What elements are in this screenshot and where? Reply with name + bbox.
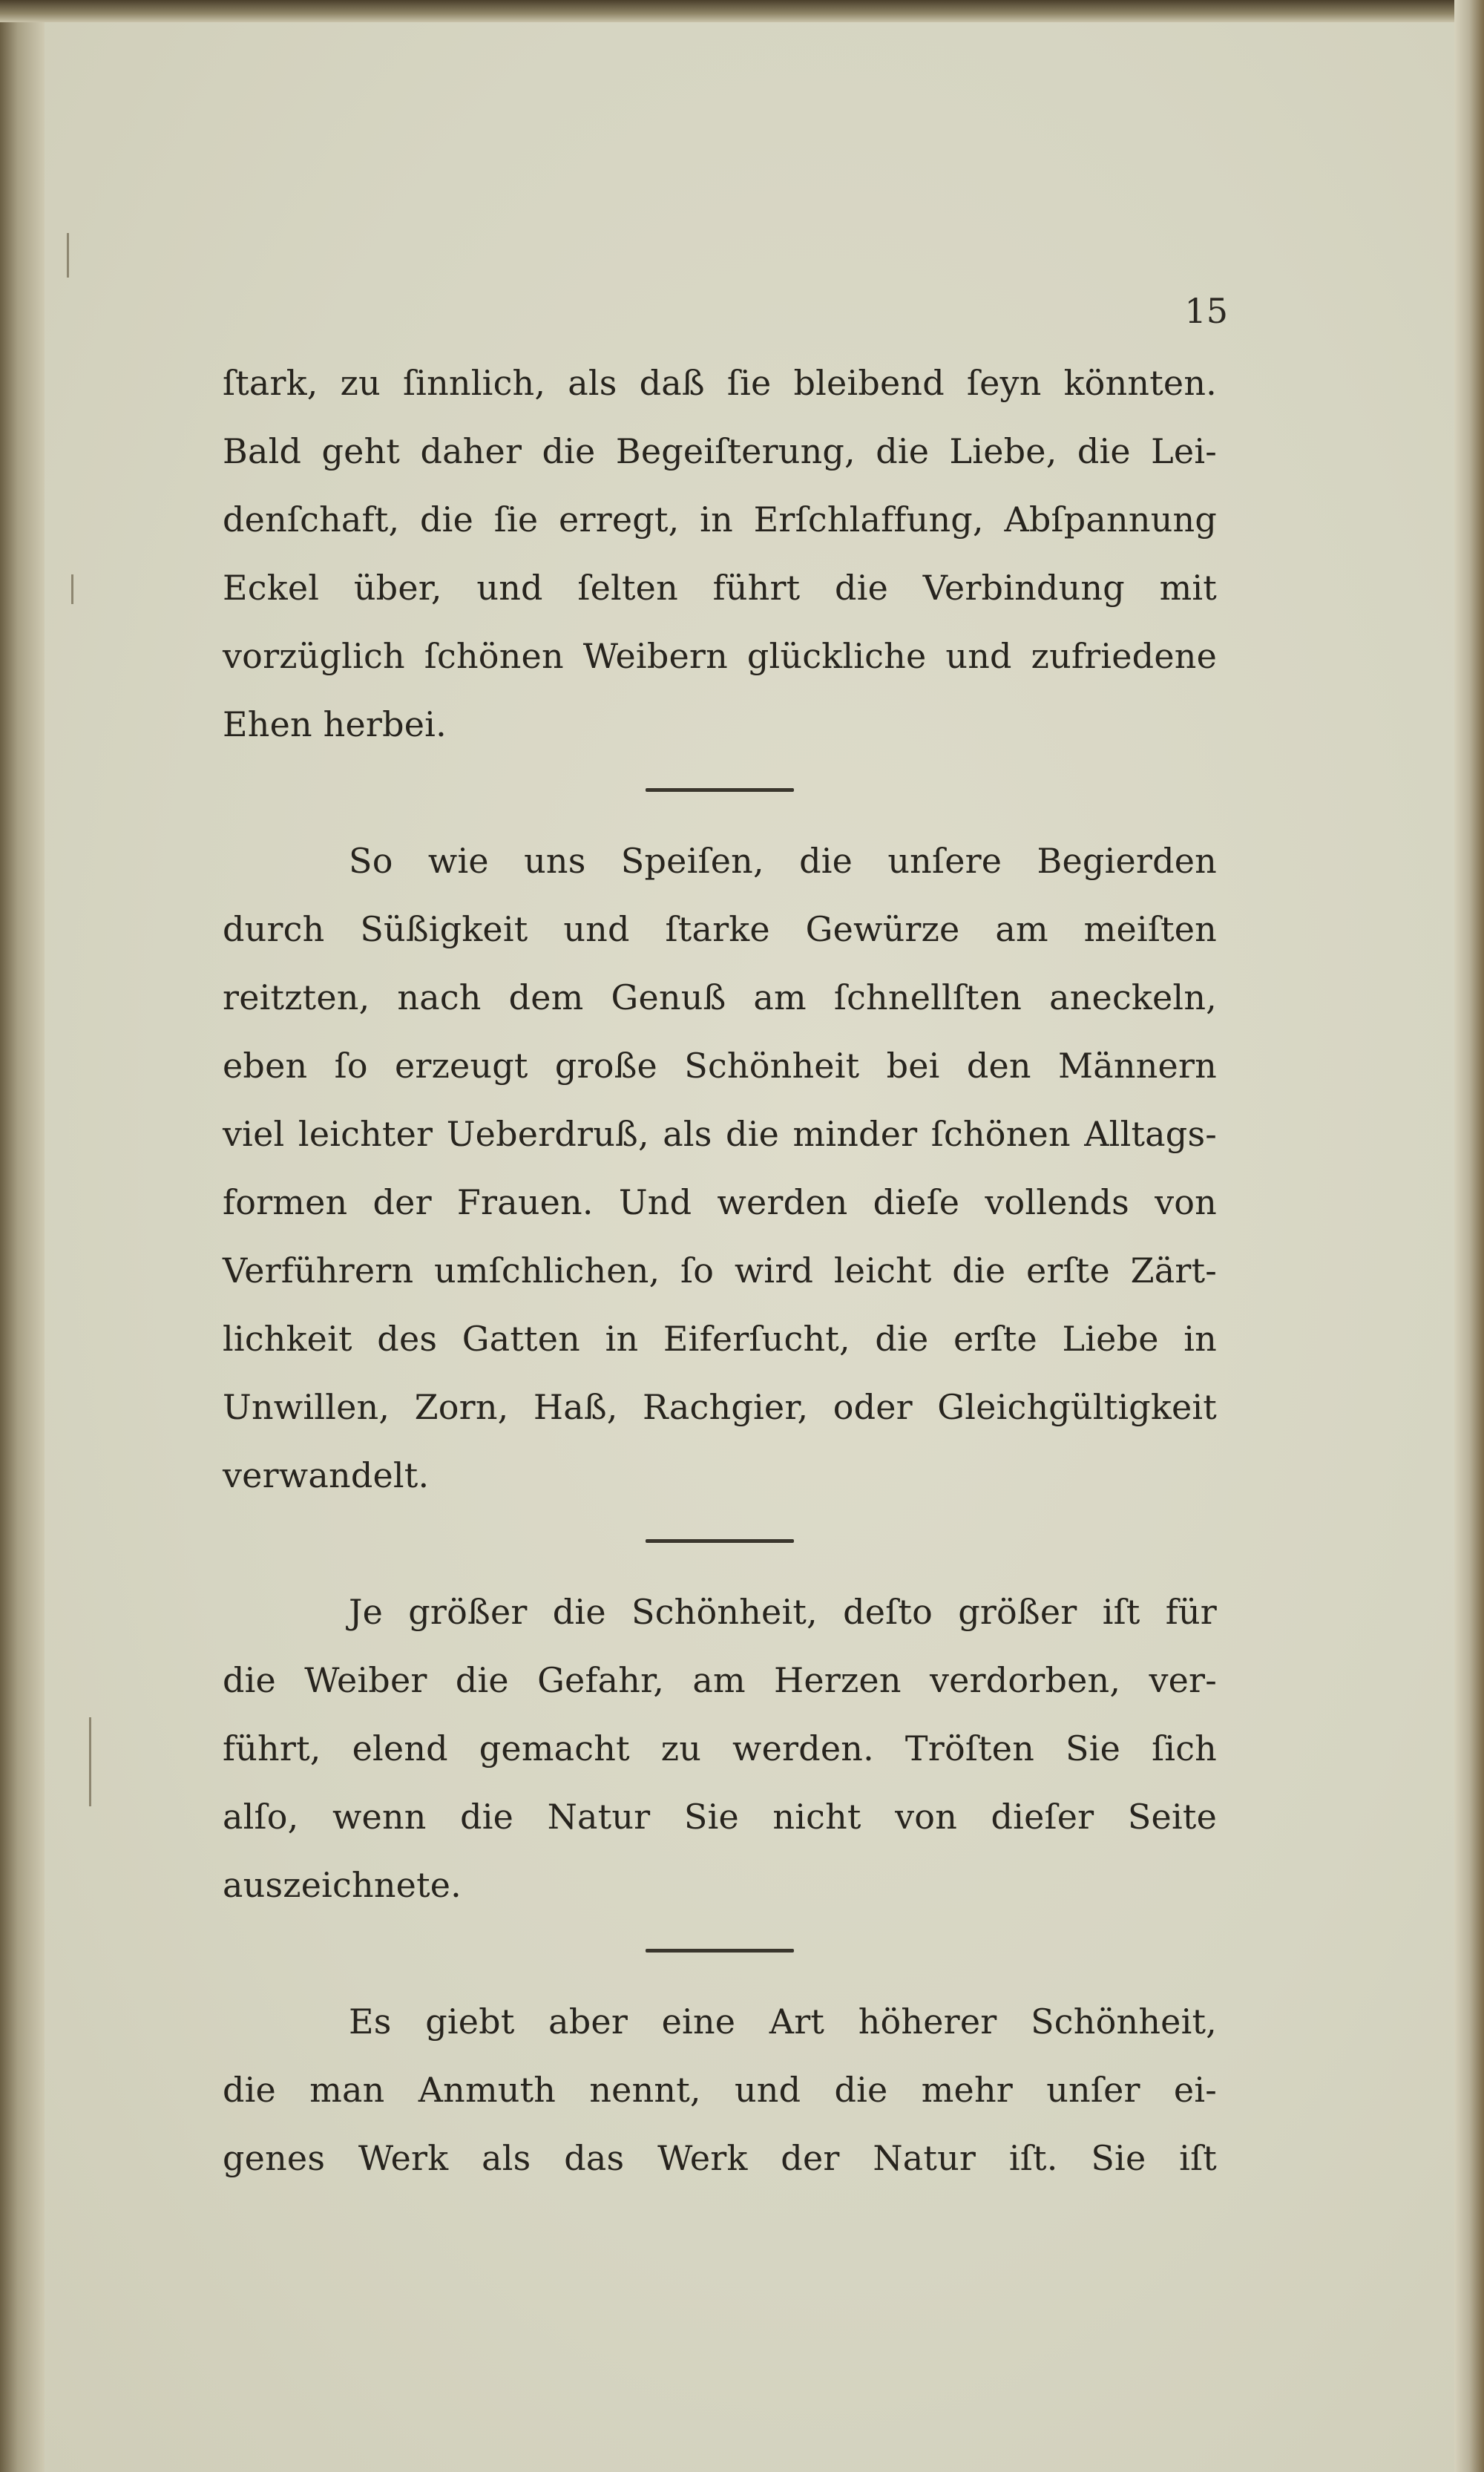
text-line: ſtark, zu ſinnlich, als daß ſie bleibend ſeyn könnten. — [223, 363, 1217, 403]
text-line: verwandelt. — [223, 1455, 430, 1495]
section-divider — [223, 1919, 1217, 1987]
margin-mark — [67, 233, 69, 278]
text-line: vorzüglich ſchönen Weibern glückliche und zufriedene — [223, 636, 1217, 676]
page-number: 15 — [1184, 291, 1228, 331]
right-page-edge — [1454, 0, 1484, 2472]
text-line: genes Werk als das Werk der Natur iſt. Sie iſt — [223, 2138, 1217, 2178]
text-line: Unwillen, Zorn, Haß, Rachgier, oder Gleichgültigkeit — [223, 1387, 1217, 1427]
text-line: Eckel über, und ſelten führt die Verbindung mit — [223, 568, 1217, 608]
text-line: Es giebt aber eine Art höherer Schönheit, — [349, 2001, 1217, 2042]
body-text — [223, 349, 1217, 2192]
section-divider — [223, 758, 1217, 827]
text-line: die man Anmuth nennt, und die mehr unſer ei- — [223, 2070, 1217, 2110]
text-line: reitzten, nach dem Genuß am ſchnellſten aneckeln, — [223, 977, 1217, 1017]
text-line: lichkeit des Gatten in Eiferſucht, die erſte Liebe in — [223, 1319, 1217, 1359]
text-line: durch Süßigkeit und ſtarke Gewürze am meiſten — [223, 909, 1217, 949]
text-line: führt, elend gemacht zu werden. Tröſten Sie ſich — [223, 1728, 1217, 1768]
text-line: So wie uns Speiſen, die unſere Begierden — [349, 841, 1217, 881]
top-page-edge — [0, 0, 1484, 22]
text-line: Bald geht daher die Begeiſterung, die Liebe, die Lei- — [223, 431, 1217, 471]
book-binding-edge — [0, 0, 45, 2472]
text-line: denſchaft, die ſie erregt, in Erſchlaffung, Abſpannung — [223, 499, 1217, 540]
text-line: alſo, wenn die Natur Sie nicht von dieſer Seite — [223, 1797, 1217, 1837]
text-line: Je größer die Schönheit, deſto größer iſt für — [349, 1592, 1217, 1632]
text-line: Verführern umſchlichen, ſo wird leicht die erſte Zärt- — [223, 1250, 1217, 1291]
text-line: auszeichnete. — [223, 1865, 462, 1905]
margin-mark — [71, 574, 73, 604]
text-line: Ehen herbei. — [223, 704, 447, 744]
text-line: die Weiber die Gefahr, am Herzen verdorben, ver- — [223, 1660, 1217, 1700]
text-line: formen der Frauen. Und werden dieſe vollends von — [223, 1182, 1217, 1222]
text-line: viel leichter Ueberdruß, als die minder ſchönen Alltags- — [223, 1114, 1217, 1154]
section-divider — [223, 1509, 1217, 1578]
margin-mark — [89, 1717, 91, 1806]
text-line: eben ſo erzeugt große Schönheit bei den Männern — [223, 1046, 1217, 1086]
